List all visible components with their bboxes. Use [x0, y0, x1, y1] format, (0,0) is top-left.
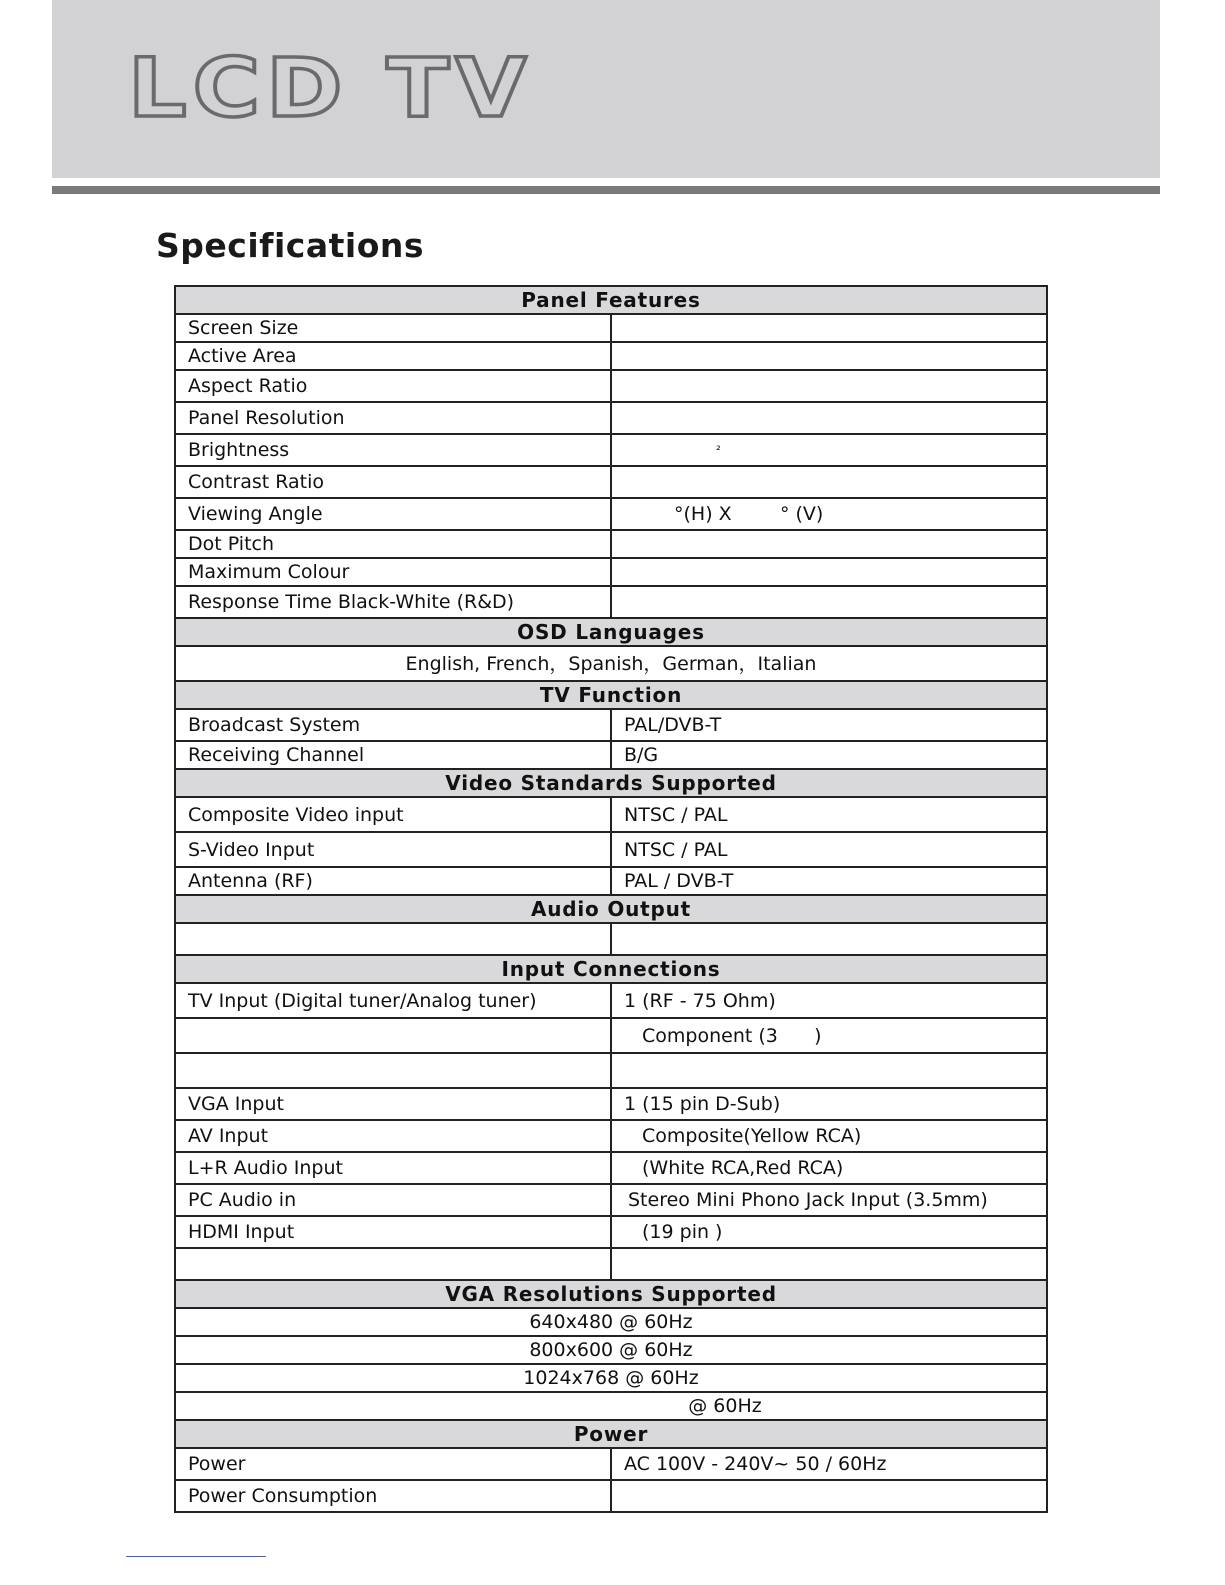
table-row [175, 1088, 1047, 1120]
section-title: OSD Languages [175, 618, 1047, 646]
section-title: Input Connections [175, 955, 1047, 983]
spec-label: Receiving Channel [175, 741, 611, 769]
brightness-superscript: ² [716, 443, 721, 457]
table-row [175, 434, 1047, 466]
spec-value [611, 1053, 1047, 1088]
spec-value [611, 342, 1047, 370]
spec-value [611, 466, 1047, 498]
specifications-table [174, 285, 1048, 1513]
section-title: Panel Features [175, 286, 1047, 314]
spec-value [611, 586, 1047, 618]
table-row [175, 1216, 1047, 1248]
table-row [175, 1248, 1047, 1280]
section-header-vga-resolutions [175, 1280, 1047, 1308]
section-title: Audio Output [175, 895, 1047, 923]
page-title: Specifications [156, 226, 425, 265]
table-row [175, 498, 1047, 530]
spec-value: Stereo Mini Phono Jack Input (3.5mm) [611, 1184, 1047, 1216]
section-title: TV Function [175, 681, 1047, 709]
spec-label: HDMI Input [175, 1216, 611, 1248]
table-row [175, 1336, 1047, 1364]
spec-value: B/G [611, 741, 1047, 769]
spec-value: Composite(Yellow RCA) [611, 1120, 1047, 1152]
table-row [175, 923, 1047, 955]
table-row [175, 983, 1047, 1018]
spec-value [611, 1248, 1047, 1280]
spec-label: Broadcast System [175, 709, 611, 741]
spec-value: NTSC / PAL [611, 832, 1047, 867]
spec-value [611, 923, 1047, 955]
spec-value [611, 434, 1047, 466]
spec-value: AC 100V - 240V~ 50 / 60Hz [611, 1448, 1047, 1480]
table-row [175, 646, 1047, 681]
section-header-tv-function [175, 681, 1047, 709]
spec-value: NTSC / PAL [611, 797, 1047, 832]
spec-label [175, 1018, 611, 1053]
section-header-input-connections [175, 955, 1047, 983]
spec-value [611, 1480, 1047, 1512]
table-row [175, 558, 1047, 586]
spec-label: AV Input [175, 1120, 611, 1152]
spec-value: °(H) X ° (V) [611, 498, 1047, 530]
spec-value: 1 (RF - 75 Ohm) [611, 983, 1047, 1018]
header-rule [52, 186, 1160, 194]
spec-label [175, 1053, 611, 1088]
section-title: Video Standards Supported [175, 769, 1047, 797]
section-header-panel-features [175, 286, 1047, 314]
section-header-video-standards [175, 769, 1047, 797]
table-row [175, 370, 1047, 402]
spec-label: Dot Pitch [175, 530, 611, 558]
table-row [175, 1308, 1047, 1336]
table-row [175, 1053, 1047, 1088]
resolution-value: 800x600 @ 60Hz [175, 1336, 1047, 1364]
spec-label: TV Input (Digital tuner/Analog tuner) [175, 983, 611, 1018]
section-title: Power [175, 1420, 1047, 1448]
table-row [175, 1018, 1047, 1053]
spec-value: Component (3 ) [611, 1018, 1047, 1053]
spec-label: Active Area [175, 342, 611, 370]
resolution-value: @ 60Hz [175, 1392, 1047, 1420]
spec-label: Viewing Angle [175, 498, 611, 530]
spec-label: Power Consumption [175, 1480, 611, 1512]
spec-value [611, 530, 1047, 558]
spec-value: PAL / DVB-T [611, 867, 1047, 895]
spec-label: Power [175, 1448, 611, 1480]
table-row [175, 466, 1047, 498]
footer-underline [126, 1556, 266, 1557]
spec-value: (White RCA,Red RCA) [611, 1152, 1047, 1184]
spec-label [175, 1248, 611, 1280]
spec-label: Brightness [175, 434, 611, 466]
spec-value: 1 (15 pin D-Sub) [611, 1088, 1047, 1120]
table-row [175, 867, 1047, 895]
table-row [175, 1392, 1047, 1420]
table-row [175, 797, 1047, 832]
table-row [175, 1480, 1047, 1512]
table-row [175, 832, 1047, 867]
spec-label: L+R Audio Input [175, 1152, 611, 1184]
section-header-audio-output [175, 895, 1047, 923]
header-title: LCD TV [128, 40, 533, 136]
spec-value [611, 402, 1047, 434]
table-row [175, 314, 1047, 342]
spec-label: PC Audio in [175, 1184, 611, 1216]
resolution-value: 1024x768 @ 60Hz [175, 1364, 1047, 1392]
section-title: VGA Resolutions Supported [175, 1280, 1047, 1308]
spec-label: S-Video Input [175, 832, 611, 867]
table-row [175, 586, 1047, 618]
section-header-osd-languages [175, 618, 1047, 646]
spec-label: Aspect Ratio [175, 370, 611, 402]
spec-label: Contrast Ratio [175, 466, 611, 498]
spec-value: PAL/DVB-T [611, 709, 1047, 741]
table-row [175, 709, 1047, 741]
resolution-value: 640x480 @ 60Hz [175, 1308, 1047, 1336]
spec-label: VGA Input [175, 1088, 611, 1120]
spec-label: Composite Video input [175, 797, 611, 832]
table-row [175, 530, 1047, 558]
table-row [175, 402, 1047, 434]
spec-label: Antenna (RF) [175, 867, 611, 895]
spec-value [611, 558, 1047, 586]
spec-value [611, 314, 1047, 342]
spec-value [611, 370, 1047, 402]
table-row [175, 1152, 1047, 1184]
table-row [175, 1448, 1047, 1480]
table-row [175, 741, 1047, 769]
section-header-power [175, 1420, 1047, 1448]
table-row [175, 1364, 1047, 1392]
spec-label: Maximum Colour [175, 558, 611, 586]
spec-label: Screen Size [175, 314, 611, 342]
spec-label [175, 923, 611, 955]
spec-label: Panel Resolution [175, 402, 611, 434]
spec-value: (19 pin ) [611, 1216, 1047, 1248]
spec-label: Response Time Black-White (R&D) [175, 586, 611, 618]
table-row [175, 1120, 1047, 1152]
osd-languages-list: English, French，Spanish，German，Italian [175, 646, 1047, 681]
table-row [175, 342, 1047, 370]
table-row [175, 1184, 1047, 1216]
